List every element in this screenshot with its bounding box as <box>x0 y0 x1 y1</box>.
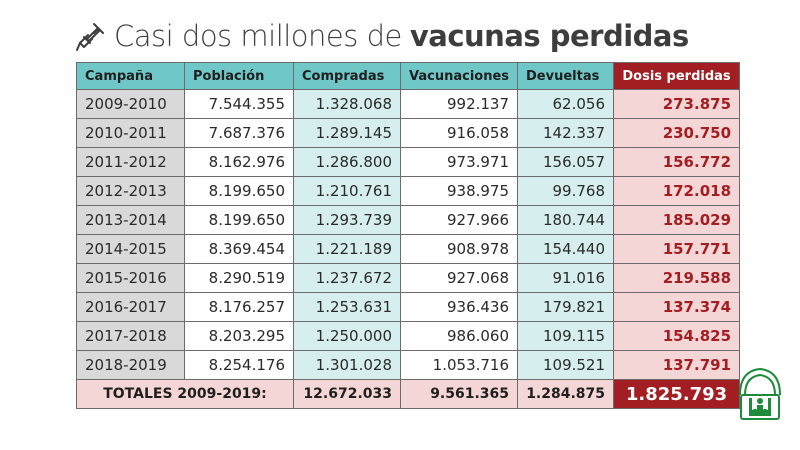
cell-dosis-perdidas: 157.771 <box>614 235 740 264</box>
cell-devueltas: 156.057 <box>518 148 614 177</box>
cell-campana: 2017-2018 <box>77 322 185 351</box>
table-row <box>77 322 740 351</box>
totals-devueltas: 1.284.875 <box>518 380 614 409</box>
cell-vacunaciones: 916.058 <box>401 119 518 148</box>
cell-campana: 2018-2019 <box>77 351 185 380</box>
header-poblacion: Población <box>185 63 294 90</box>
table-row <box>77 148 740 177</box>
cell-devueltas: 62.056 <box>518 90 614 119</box>
totals-compradas: 12.672.033 <box>294 380 401 409</box>
header-compradas: Compradas <box>294 63 401 90</box>
cell-dosis-perdidas: 273.875 <box>614 90 740 119</box>
cell-devueltas: 109.521 <box>518 351 614 380</box>
cell-poblacion: 8.254.176 <box>185 351 294 380</box>
cell-devueltas: 179.821 <box>518 293 614 322</box>
table-row <box>77 351 740 380</box>
cell-devueltas: 109.115 <box>518 322 614 351</box>
title-light: Casi dos millones de <box>114 19 402 53</box>
title-bold: vacunas perdidas <box>409 19 689 53</box>
table-row <box>77 119 740 148</box>
header-campana: Campaña <box>77 63 185 90</box>
cell-campana: 2012-2013 <box>77 177 185 206</box>
cell-dosis-perdidas: 230.750 <box>614 119 740 148</box>
cell-campana: 2014-2015 <box>77 235 185 264</box>
cell-compradas: 1.221.189 <box>294 235 401 264</box>
cell-devueltas: 180.744 <box>518 206 614 235</box>
totals-dosis-perdidas: 1.825.793 <box>614 380 740 409</box>
cell-dosis-perdidas: 137.374 <box>614 293 740 322</box>
cell-campana: 2013-2014 <box>77 206 185 235</box>
cell-poblacion: 8.290.519 <box>185 264 294 293</box>
table-header-row <box>77 63 740 90</box>
cell-vacunaciones: 927.966 <box>401 206 518 235</box>
vaccine-table <box>76 62 740 409</box>
cell-devueltas: 99.768 <box>518 177 614 206</box>
cell-campana: 2015-2016 <box>77 264 185 293</box>
cell-vacunaciones: 992.137 <box>401 90 518 119</box>
cell-poblacion: 8.199.650 <box>185 177 294 206</box>
cell-poblacion: 8.176.257 <box>185 293 294 322</box>
cell-compradas: 1.286.800 <box>294 148 401 177</box>
cell-poblacion: 8.199.650 <box>185 206 294 235</box>
cell-poblacion: 7.544.355 <box>185 90 294 119</box>
cell-dosis-perdidas: 185.029 <box>614 206 740 235</box>
cell-devueltas: 154.440 <box>518 235 614 264</box>
cell-dosis-perdidas: 219.588 <box>614 264 740 293</box>
cell-dosis-perdidas: 172.018 <box>614 177 740 206</box>
cell-compradas: 1.293.739 <box>294 206 401 235</box>
cell-vacunaciones: 1.053.716 <box>401 351 518 380</box>
andalucia-coat-of-arms-logo <box>735 365 785 423</box>
cell-vacunaciones: 908.978 <box>401 235 518 264</box>
cell-campana: 2016-2017 <box>77 293 185 322</box>
cell-compradas: 1.289.145 <box>294 119 401 148</box>
cell-campana: 2009-2010 <box>77 90 185 119</box>
table-row <box>77 177 740 206</box>
cell-compradas: 1.237.672 <box>294 264 401 293</box>
cell-poblacion: 8.203.295 <box>185 322 294 351</box>
cell-devueltas: 91.016 <box>518 264 614 293</box>
cell-campana: 2010-2011 <box>77 119 185 148</box>
syringe-icon <box>74 19 108 53</box>
table-row <box>77 264 740 293</box>
cell-vacunaciones: 927.068 <box>401 264 518 293</box>
cell-vacunaciones: 973.971 <box>401 148 518 177</box>
cell-compradas: 1.250.000 <box>294 322 401 351</box>
cell-poblacion: 8.162.976 <box>185 148 294 177</box>
cell-campana: 2011-2012 <box>77 148 185 177</box>
header-vacunaciones: Vacunaciones <box>401 63 518 90</box>
cell-vacunaciones: 938.975 <box>401 177 518 206</box>
totals-row <box>77 380 740 409</box>
cell-dosis-perdidas: 154.825 <box>614 322 740 351</box>
cell-dosis-perdidas: 137.791 <box>614 351 740 380</box>
table-row <box>77 206 740 235</box>
cell-poblacion: 7.687.376 <box>185 119 294 148</box>
totals-label: TOTALES 2009-2019: <box>77 380 294 409</box>
cell-devueltas: 142.337 <box>518 119 614 148</box>
cell-compradas: 1.328.068 <box>294 90 401 119</box>
cell-vacunaciones: 986.060 <box>401 322 518 351</box>
cell-compradas: 1.301.028 <box>294 351 401 380</box>
header-devueltas: Devueltas <box>518 63 614 90</box>
page-title <box>74 14 689 58</box>
totals-vacunaciones: 9.561.365 <box>401 380 518 409</box>
table-row <box>77 235 740 264</box>
table-row <box>77 90 740 119</box>
cell-dosis-perdidas: 156.772 <box>614 148 740 177</box>
cell-poblacion: 8.369.454 <box>185 235 294 264</box>
cell-compradas: 1.210.761 <box>294 177 401 206</box>
cell-compradas: 1.253.631 <box>294 293 401 322</box>
table-row <box>77 293 740 322</box>
cell-vacunaciones: 936.436 <box>401 293 518 322</box>
header-dosis-perdidas: Dosis perdidas <box>614 63 740 90</box>
